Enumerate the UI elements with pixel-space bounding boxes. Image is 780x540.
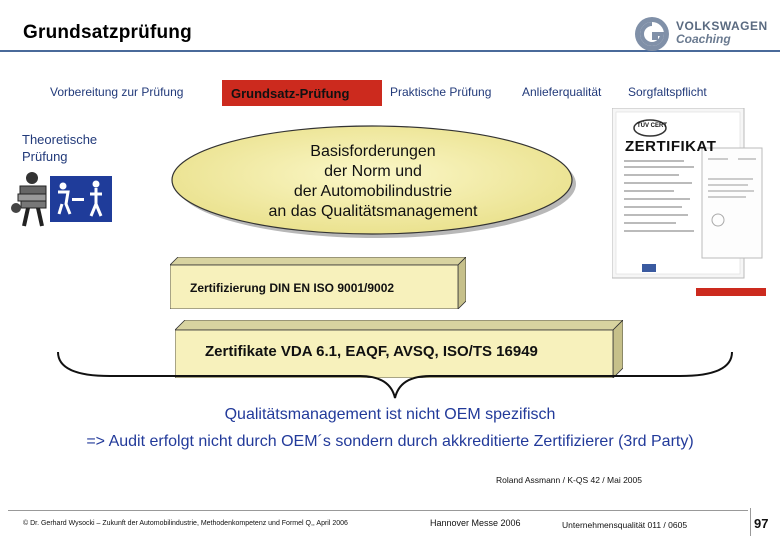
tab-sorgfaltspflicht[interactable]: Sorgfaltspflicht [628,85,707,99]
tab-anlieferqualitaet[interactable]: Anlieferqualität [522,85,602,99]
footer-subject: Unternehmensqualität 011 / 0605 [562,520,688,530]
requirements-line3: der Automobilindustrie [293,183,453,200]
summary-brace [50,350,740,400]
footer-event: Hannover Messe 2006 [430,518,521,528]
requirements-text [168,142,578,222]
footer-divider [8,510,748,511]
tab-grundsatz-pruefung[interactable] [222,80,382,106]
study-illustration-icon [10,168,120,228]
volkswagen-coaching-logo-icon [634,16,670,52]
page-number: 97 [754,516,769,531]
certificate-heading: ZERTIFIKAT [625,138,717,155]
brand-subtitle: Coaching [676,32,731,46]
tab-praktische-pruefung[interactable]: Praktische Prüfung [390,85,492,99]
author-credit: Roland Assmann / K-QS 42 / Mai 2005 [496,475,642,485]
requirements-line1: Basisforderungen [310,143,436,160]
brand-name: VOLKSWAGEN [676,19,768,33]
requirements-line2: der Norm und [324,163,422,180]
conclusion-line2: => Audit erfolgt nicht durch OEM´s sondern durch akkreditierte Zertifizierer (3rd Party) [86,433,694,450]
section-label-line2: Prüfung [22,149,68,164]
page-number-divider [750,508,751,536]
certificate-issuer: TÜV CERT [637,123,667,129]
brand-logo-text [676,20,768,46]
iso-certification-label: Zertifizierung DIN EN ISO 9001/9002 [190,281,395,295]
tab-vorbereitung[interactable]: Vorbereitung zur Prüfung [50,85,184,99]
vda-certificates-label: Zertifikate VDA 6.1, EAQF, AVSQ, ISO/TS 16949 [205,343,538,360]
section-label [22,131,97,165]
certificate-image [612,108,770,298]
page-title: Grundsatzprüfung [23,22,192,43]
footer-copyright: © Dr. Gerhard Wysocki – Zukunft der Automobilindustrie, Methodenkompetenz und Formel Q,, April 2006 [23,520,348,527]
tab-grundsatz-label: Grundsatz-Prüfung [231,86,350,101]
section-label-line1: Theoretische [22,132,98,147]
requirements-line4: an das Qualitätsmanagement [268,203,478,220]
conclusion-line1: Qualitätsmanagement ist nicht OEM spezifisch [224,406,556,423]
